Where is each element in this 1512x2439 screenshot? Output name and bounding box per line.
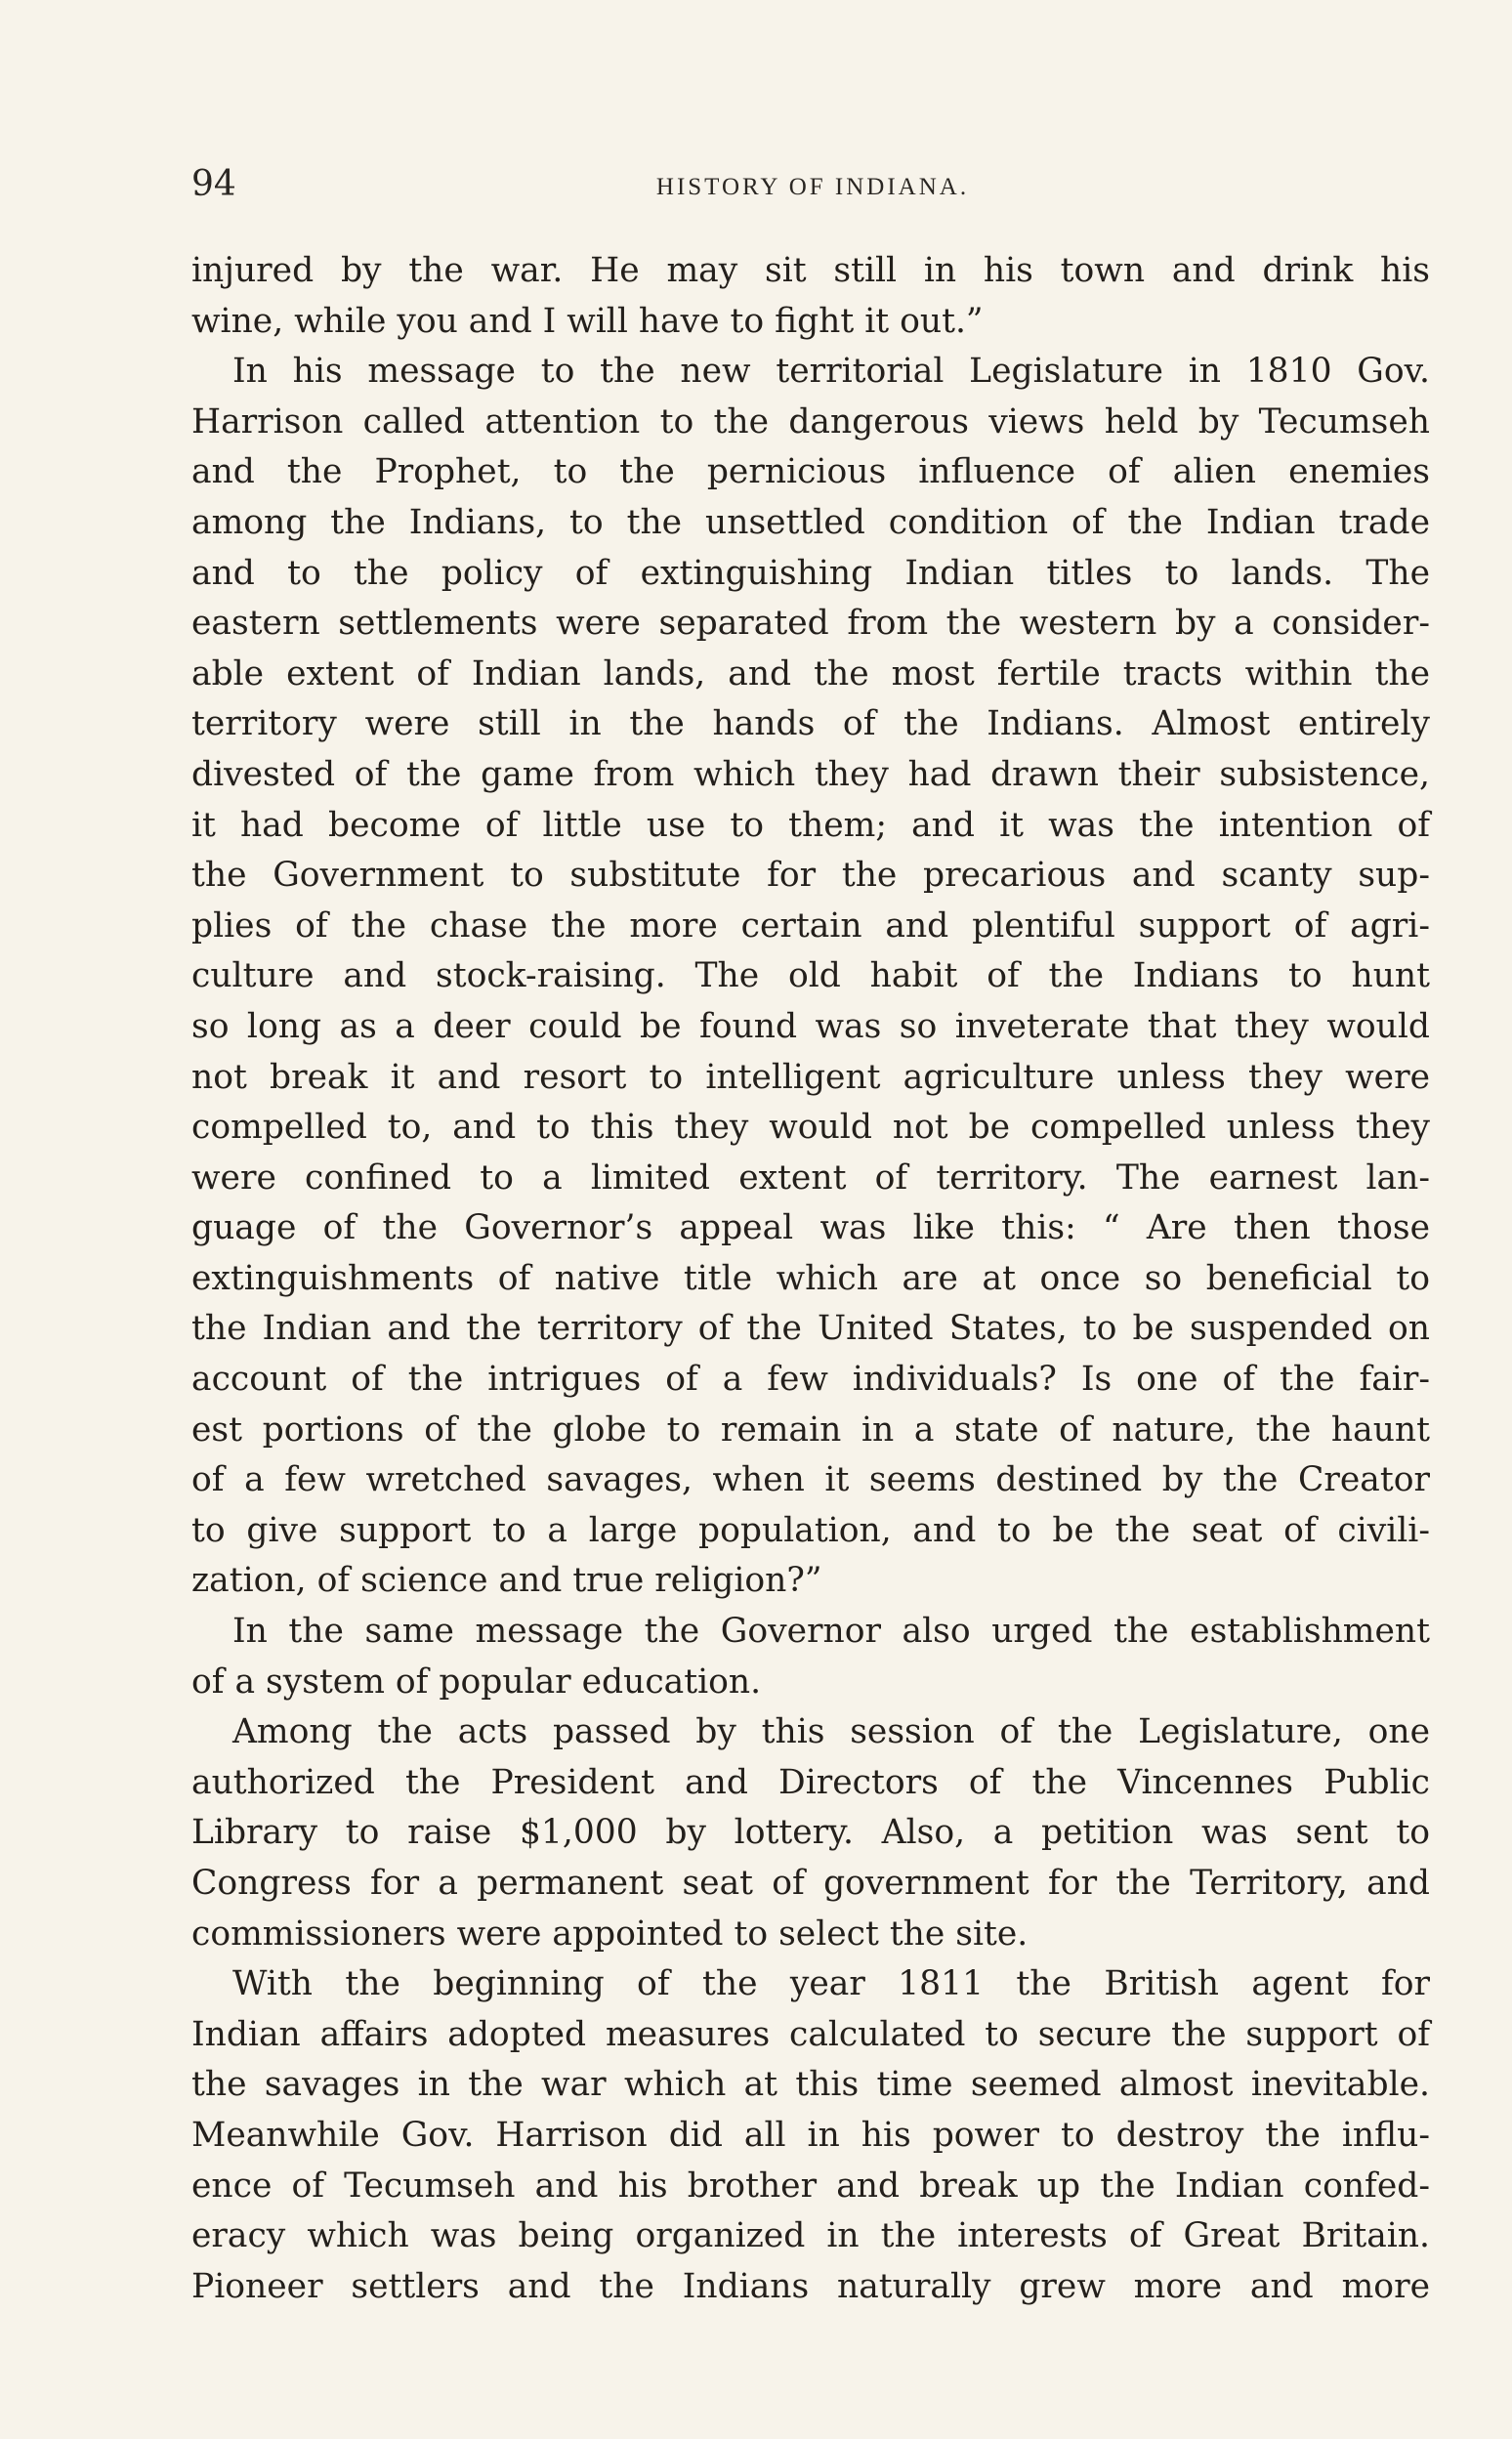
paragraph-end: [191, 1658, 1430, 1708]
page-number: 94: [191, 164, 236, 204]
text-line: wine, while you and I will have to fight it out.”: [191, 301, 984, 341]
text-line: the Government to substitute for the precarious and scanty sup-: [191, 856, 1430, 896]
paragraph: [191, 851, 1430, 902]
text-line: zation, of science and true religion?”: [191, 1561, 822, 1601]
paragraph: [191, 902, 1430, 952]
paragraph: [191, 347, 1430, 398]
paragraph: [191, 599, 1430, 650]
paragraph: [191, 750, 1430, 801]
text-line: commissioners were appointed to select the site.: [191, 1913, 1029, 1954]
text-line: In the same message the Governor also urged the establishment: [232, 1612, 1430, 1652]
paragraph: [191, 549, 1430, 600]
paragraph: [191, 498, 1430, 549]
text-line: were confined to a limited extent of territory. The earnest lan-: [191, 1157, 1430, 1198]
text-line: Among the acts passed by this session of the Legislature, one: [232, 1712, 1430, 1752]
paragraph: [191, 2211, 1430, 2262]
text-line: In his message to the new territorial Legislature in 1810 Gov.: [232, 352, 1430, 392]
page-header: [191, 164, 1434, 223]
text-line: eracy which was being organized in the interests of Great Britain.: [191, 2216, 1430, 2256]
paragraph: [191, 1355, 1430, 1406]
paragraph: [191, 398, 1430, 448]
paragraph: [191, 2010, 1430, 2061]
text-line: ence of Tecumseh and his brother and break up the Indian confed-: [191, 2166, 1430, 2206]
paragraph: [191, 2162, 1430, 2212]
paragraph: [191, 951, 1430, 1002]
paragraph: [191, 1607, 1430, 1658]
text-line: Indian affairs adopted measures calculated to secure the support of: [191, 2014, 1430, 2054]
text-line: eastern settlements were separated from the western by a consider-: [191, 604, 1430, 644]
paragraph: [191, 447, 1430, 498]
paragraph: [191, 2262, 1430, 2313]
text-line: compelled to, and to this they would not be compelled unless they: [191, 1108, 1430, 1148]
text-line: culture and stock-raising. The old habit of the Indians to hunt: [191, 956, 1430, 996]
text-line: so long as a deer could be found was so inveterate that they would: [191, 1006, 1430, 1046]
paragraph: [191, 1406, 1430, 1456]
text-line: it had become of little use to them; and it was the intention of: [191, 805, 1430, 845]
text-line: extinguishments of native title which are at once so beneficial to: [191, 1258, 1430, 1298]
paragraph: [191, 1154, 1430, 1204]
paragraph: [191, 1758, 1430, 1809]
paragraph: [191, 1053, 1430, 1104]
text-line: Harrison called attention to the dangerous views held by Tecumseh: [191, 401, 1430, 442]
paragraph: [191, 246, 1430, 297]
text-line: the savages in the war which at this time seemed almost inevitable.: [191, 2065, 1430, 2105]
text-line: With the beginning of the year 1811 the British agent for: [232, 1964, 1430, 2004]
text-line: est portions of the globe to remain in a state of nature, the haunt: [191, 1409, 1430, 1450]
text-line: of a few wretched savages, when it seems destined by the Creator: [191, 1460, 1430, 1500]
paragraph: [191, 1707, 1430, 1758]
text-line: and the Prophet, to the pernicious influence of alien enemies: [191, 452, 1430, 492]
paragraph: [191, 1103, 1430, 1154]
paragraph: [191, 2060, 1430, 2111]
paragraph: [191, 1859, 1430, 1910]
text-line: Congress for a permanent seat of government for the Territory, and: [191, 1864, 1430, 1903]
paragraph: [191, 1455, 1430, 1506]
paragraph: [191, 1808, 1430, 1859]
paragraph: [191, 1506, 1430, 1557]
paragraph: [191, 2111, 1430, 2162]
paragraph-end: [191, 1556, 1430, 1607]
text-line: Pioneer settlers and the Indians naturally grew more and more: [191, 2266, 1430, 2306]
paragraph: [191, 1002, 1430, 1053]
paragraph: [191, 1304, 1430, 1355]
text-line: divested of the game from which they had drawn their subsistence,: [191, 754, 1430, 794]
text-line: plies of the chase the more certain and plentiful support of agri-: [191, 905, 1430, 946]
text-line: authorized the President and Directors of the Vincennes Public: [191, 1762, 1430, 1802]
text-line: the Indian and the territory of the United States, to be suspended on: [191, 1309, 1430, 1349]
paragraph: [191, 1959, 1430, 2010]
text-line: injured by the war. He may sit still in his town and drink his: [191, 251, 1430, 290]
paragraph-end: [191, 297, 1430, 348]
text-line: Meanwhile Gov. Harrison did all in his power to destroy the influ-: [191, 2115, 1430, 2155]
running-head: HISTORY OF INDIANA.: [655, 174, 970, 200]
paragraph: [191, 1203, 1430, 1254]
text-line: Library to raise $1,000 by lottery. Also, a petition was sent to: [191, 1813, 1430, 1853]
text-line: account of the intrigues of a few individuals? Is one of the fair-: [191, 1360, 1430, 1400]
paragraph: [191, 801, 1430, 852]
paragraph: [191, 1254, 1430, 1305]
text-line: among the Indians, to the unsettled condition of the Indian trade: [191, 502, 1430, 542]
body-text: [191, 246, 1430, 2312]
text-line: not break it and resort to intelligent agriculture unless they were: [191, 1057, 1430, 1097]
text-line: and to the policy of extinguishing Indian titles to lands. The: [191, 553, 1430, 593]
paragraph: [191, 650, 1430, 700]
text-line: territory were still in the hands of the Indians. Almost entirely: [191, 704, 1430, 744]
text-line: of a system of popular education.: [191, 1661, 762, 1702]
paragraph-end: [191, 1910, 1430, 1960]
paragraph: [191, 699, 1430, 750]
text-line: to give support to a large population, and to be the seat of civili-: [191, 1510, 1430, 1550]
text-line: able extent of Indian lands, and the most fertile tracts within the: [191, 653, 1430, 694]
text-line: guage of the Governor’s appeal was like this: “ Are then those: [191, 1208, 1430, 1248]
